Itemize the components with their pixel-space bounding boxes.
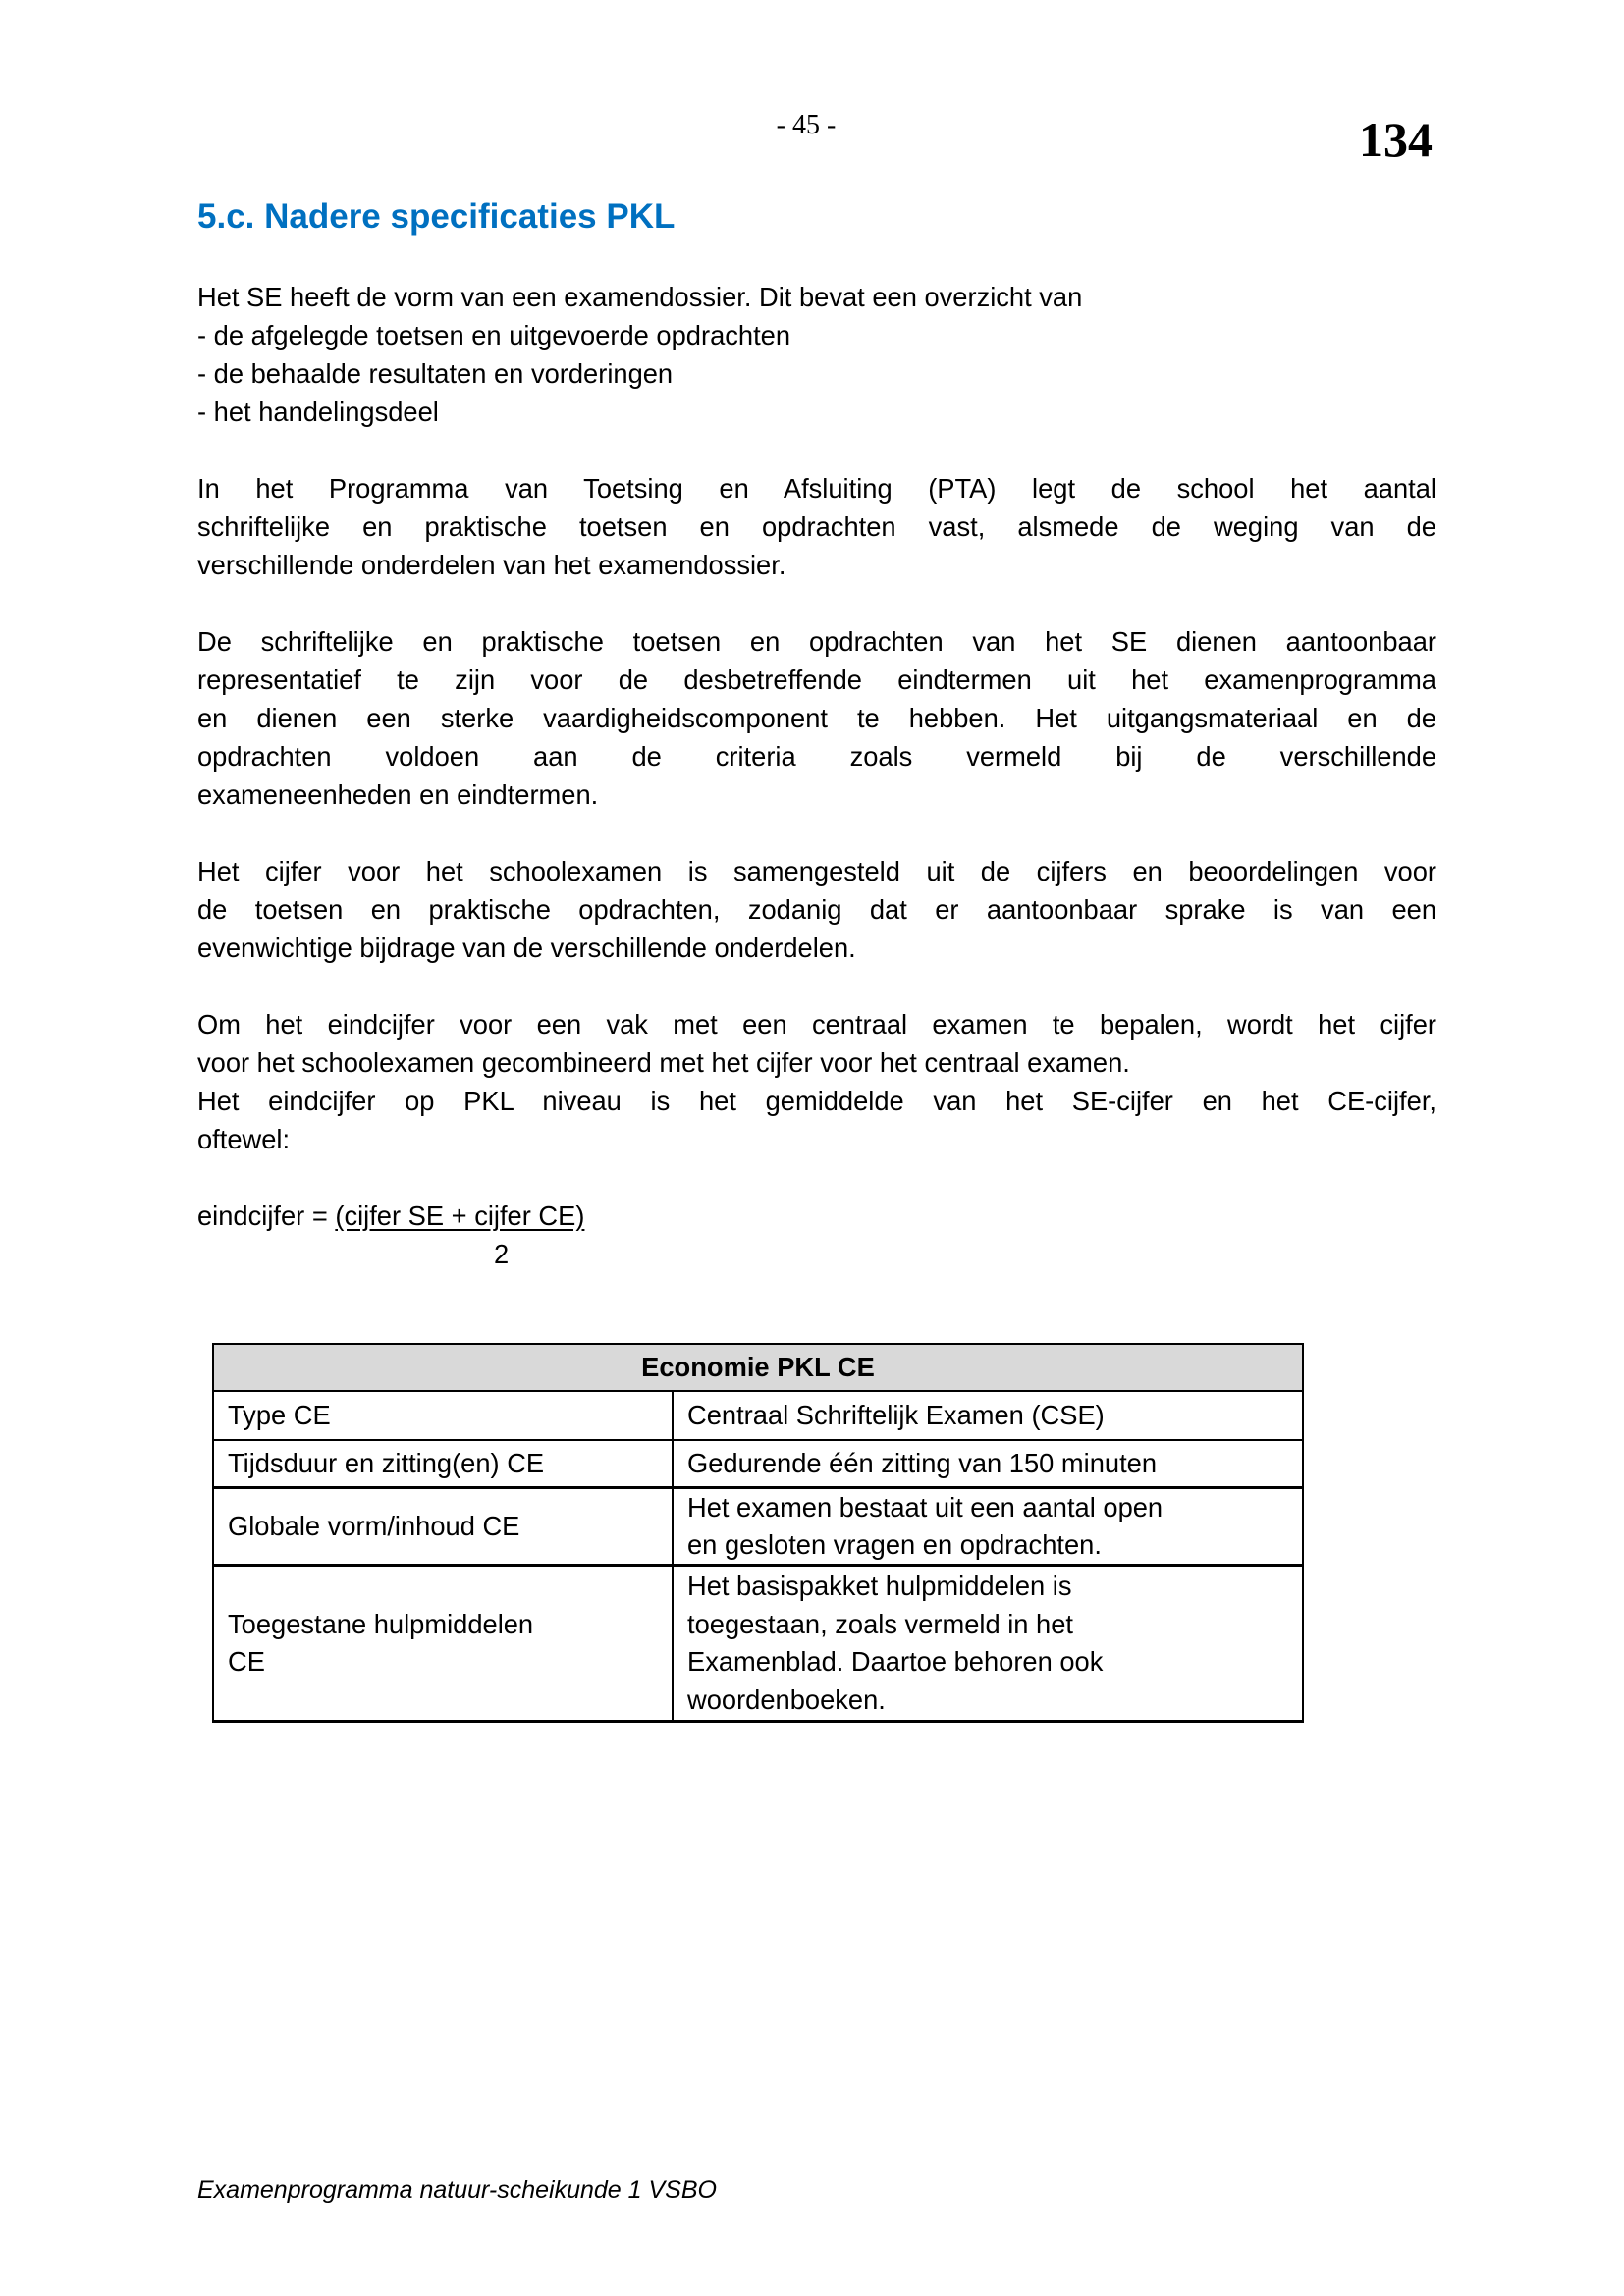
table-row bbox=[213, 1566, 1303, 1722]
row-value bbox=[673, 1391, 1303, 1440]
paragraph-line: opdrachten voldoen aan de criteria zoals vermeld bij de verschillende bbox=[197, 741, 1436, 772]
table-row bbox=[213, 1391, 1303, 1440]
value-line: Gedurende één zitting van 150 minuten bbox=[687, 1448, 1158, 1478]
list-item: - de afgelegde toetsen en uitgevoerde opdrachten bbox=[197, 320, 791, 350]
row-label: Globale vorm/inhoud CE bbox=[213, 1488, 673, 1566]
table-row bbox=[213, 1488, 1303, 1566]
paragraph-line: representatief te zijn voor de desbetreffende eindtermen uit het examenprogramma bbox=[197, 665, 1436, 695]
paragraph-cijfer-schoolexamen bbox=[197, 852, 1436, 967]
row-value bbox=[673, 1488, 1303, 1566]
paragraph-line: verschillende onderdelen van het examendossier. bbox=[197, 550, 786, 580]
paragraph-line: Het eindcijfer op PKL niveau is het gemiddelde van het SE-cijfer en het CE-cijfer, bbox=[197, 1086, 1436, 1116]
paragraph-line: schriftelijke en praktische toetsen en opdrachten vast, alsmede de weging van de bbox=[197, 511, 1436, 542]
row-label: Tijdsduur en zitting(en) CE bbox=[213, 1440, 673, 1488]
list-item: - het handelingsdeel bbox=[197, 397, 439, 427]
eindcijfer-formula bbox=[197, 1197, 584, 1235]
value-line: Examenblad. Daartoe behoren ook bbox=[687, 1646, 1104, 1677]
paragraph-line: In het Programma van Toetsing en Afsluiting (PTA) legt de school het aantal bbox=[197, 473, 1436, 504]
formula-denominator: 2 bbox=[494, 1239, 510, 1269]
formula-numerator: (cijfer SE + cijfer CE) bbox=[335, 1201, 585, 1231]
value-line: Het examen bestaat uit een aantal open bbox=[687, 1492, 1164, 1522]
table-row bbox=[213, 1440, 1303, 1488]
paragraph-line: oftewel: bbox=[197, 1124, 291, 1154]
value-line: Het basispakket hulpmiddelen is bbox=[687, 1571, 1072, 1601]
paragraph-examendossier bbox=[197, 278, 1436, 431]
label-line: Toegestane hulpmiddelen bbox=[228, 1608, 534, 1639]
value-line: woordenboeken. bbox=[687, 1683, 886, 1715]
formula-lhs: eindcijfer = bbox=[197, 1201, 336, 1231]
paragraph-line: Het SE heeft de vorm van een examendossier. Dit bevat een overzicht van bbox=[197, 282, 1083, 312]
row-label: Type CE bbox=[213, 1391, 673, 1440]
paragraph-line: Om het eindcijfer voor een vak met een centraal examen te bepalen, wordt het cijfer bbox=[197, 1009, 1436, 1040]
paragraph-line: evenwichtige bijdrage van de verschillende onderdelen. bbox=[197, 933, 856, 963]
section-heading: 5.c. Nadere specificaties PKL bbox=[197, 197, 676, 236]
paragraph-line: De schriftelijke en praktische toetsen en opdrachten van het SE dienen aantoonbaar bbox=[197, 626, 1436, 657]
row-value bbox=[673, 1440, 1303, 1488]
paragraph-eindcijfer bbox=[197, 1005, 1436, 1158]
paragraph-line: en dienen een sterke vaardigheidscomponent te hebben. Het uitgangsmateriaal en de bbox=[197, 703, 1436, 733]
paragraph-line: de toetsen en praktische opdrachten, zodanig dat er aantoonbaar sprake is van een bbox=[197, 894, 1436, 925]
paragraph-pta bbox=[197, 469, 1436, 584]
page-number-right: 134 bbox=[1359, 112, 1433, 167]
table-title: Economie PKL CE bbox=[213, 1344, 1303, 1391]
paragraph-line: Het cijfer voor het schoolexamen is samengesteld uit de cijfers en beoordelingen voor bbox=[197, 856, 1436, 886]
value-line: en gesloten vragen en opdrachten. bbox=[687, 1529, 1102, 1560]
row-label bbox=[213, 1566, 673, 1722]
list-item: - de behaalde resultaten en vorderingen bbox=[197, 358, 674, 389]
value-line: Centraal Schriftelijk Examen (CSE) bbox=[687, 1400, 1105, 1430]
paragraph-line: exameneenheden en eindtermen. bbox=[197, 779, 599, 810]
paragraph-line: voor het schoolexamen gecombineerd met het cijfer voor het centraal examen. bbox=[197, 1047, 1130, 1078]
page-footer: Examenprogramma natuur-scheikunde 1 VSBO bbox=[197, 2176, 717, 2204]
economie-pkl-ce-table bbox=[212, 1343, 1304, 1723]
value-line: toegestaan, zoals vermeld in het bbox=[687, 1608, 1074, 1639]
page-number-center: - 45 - bbox=[776, 110, 837, 140]
row-value bbox=[673, 1566, 1303, 1722]
paragraph-toetsen bbox=[197, 622, 1436, 814]
label-line: CE bbox=[228, 1646, 265, 1677]
